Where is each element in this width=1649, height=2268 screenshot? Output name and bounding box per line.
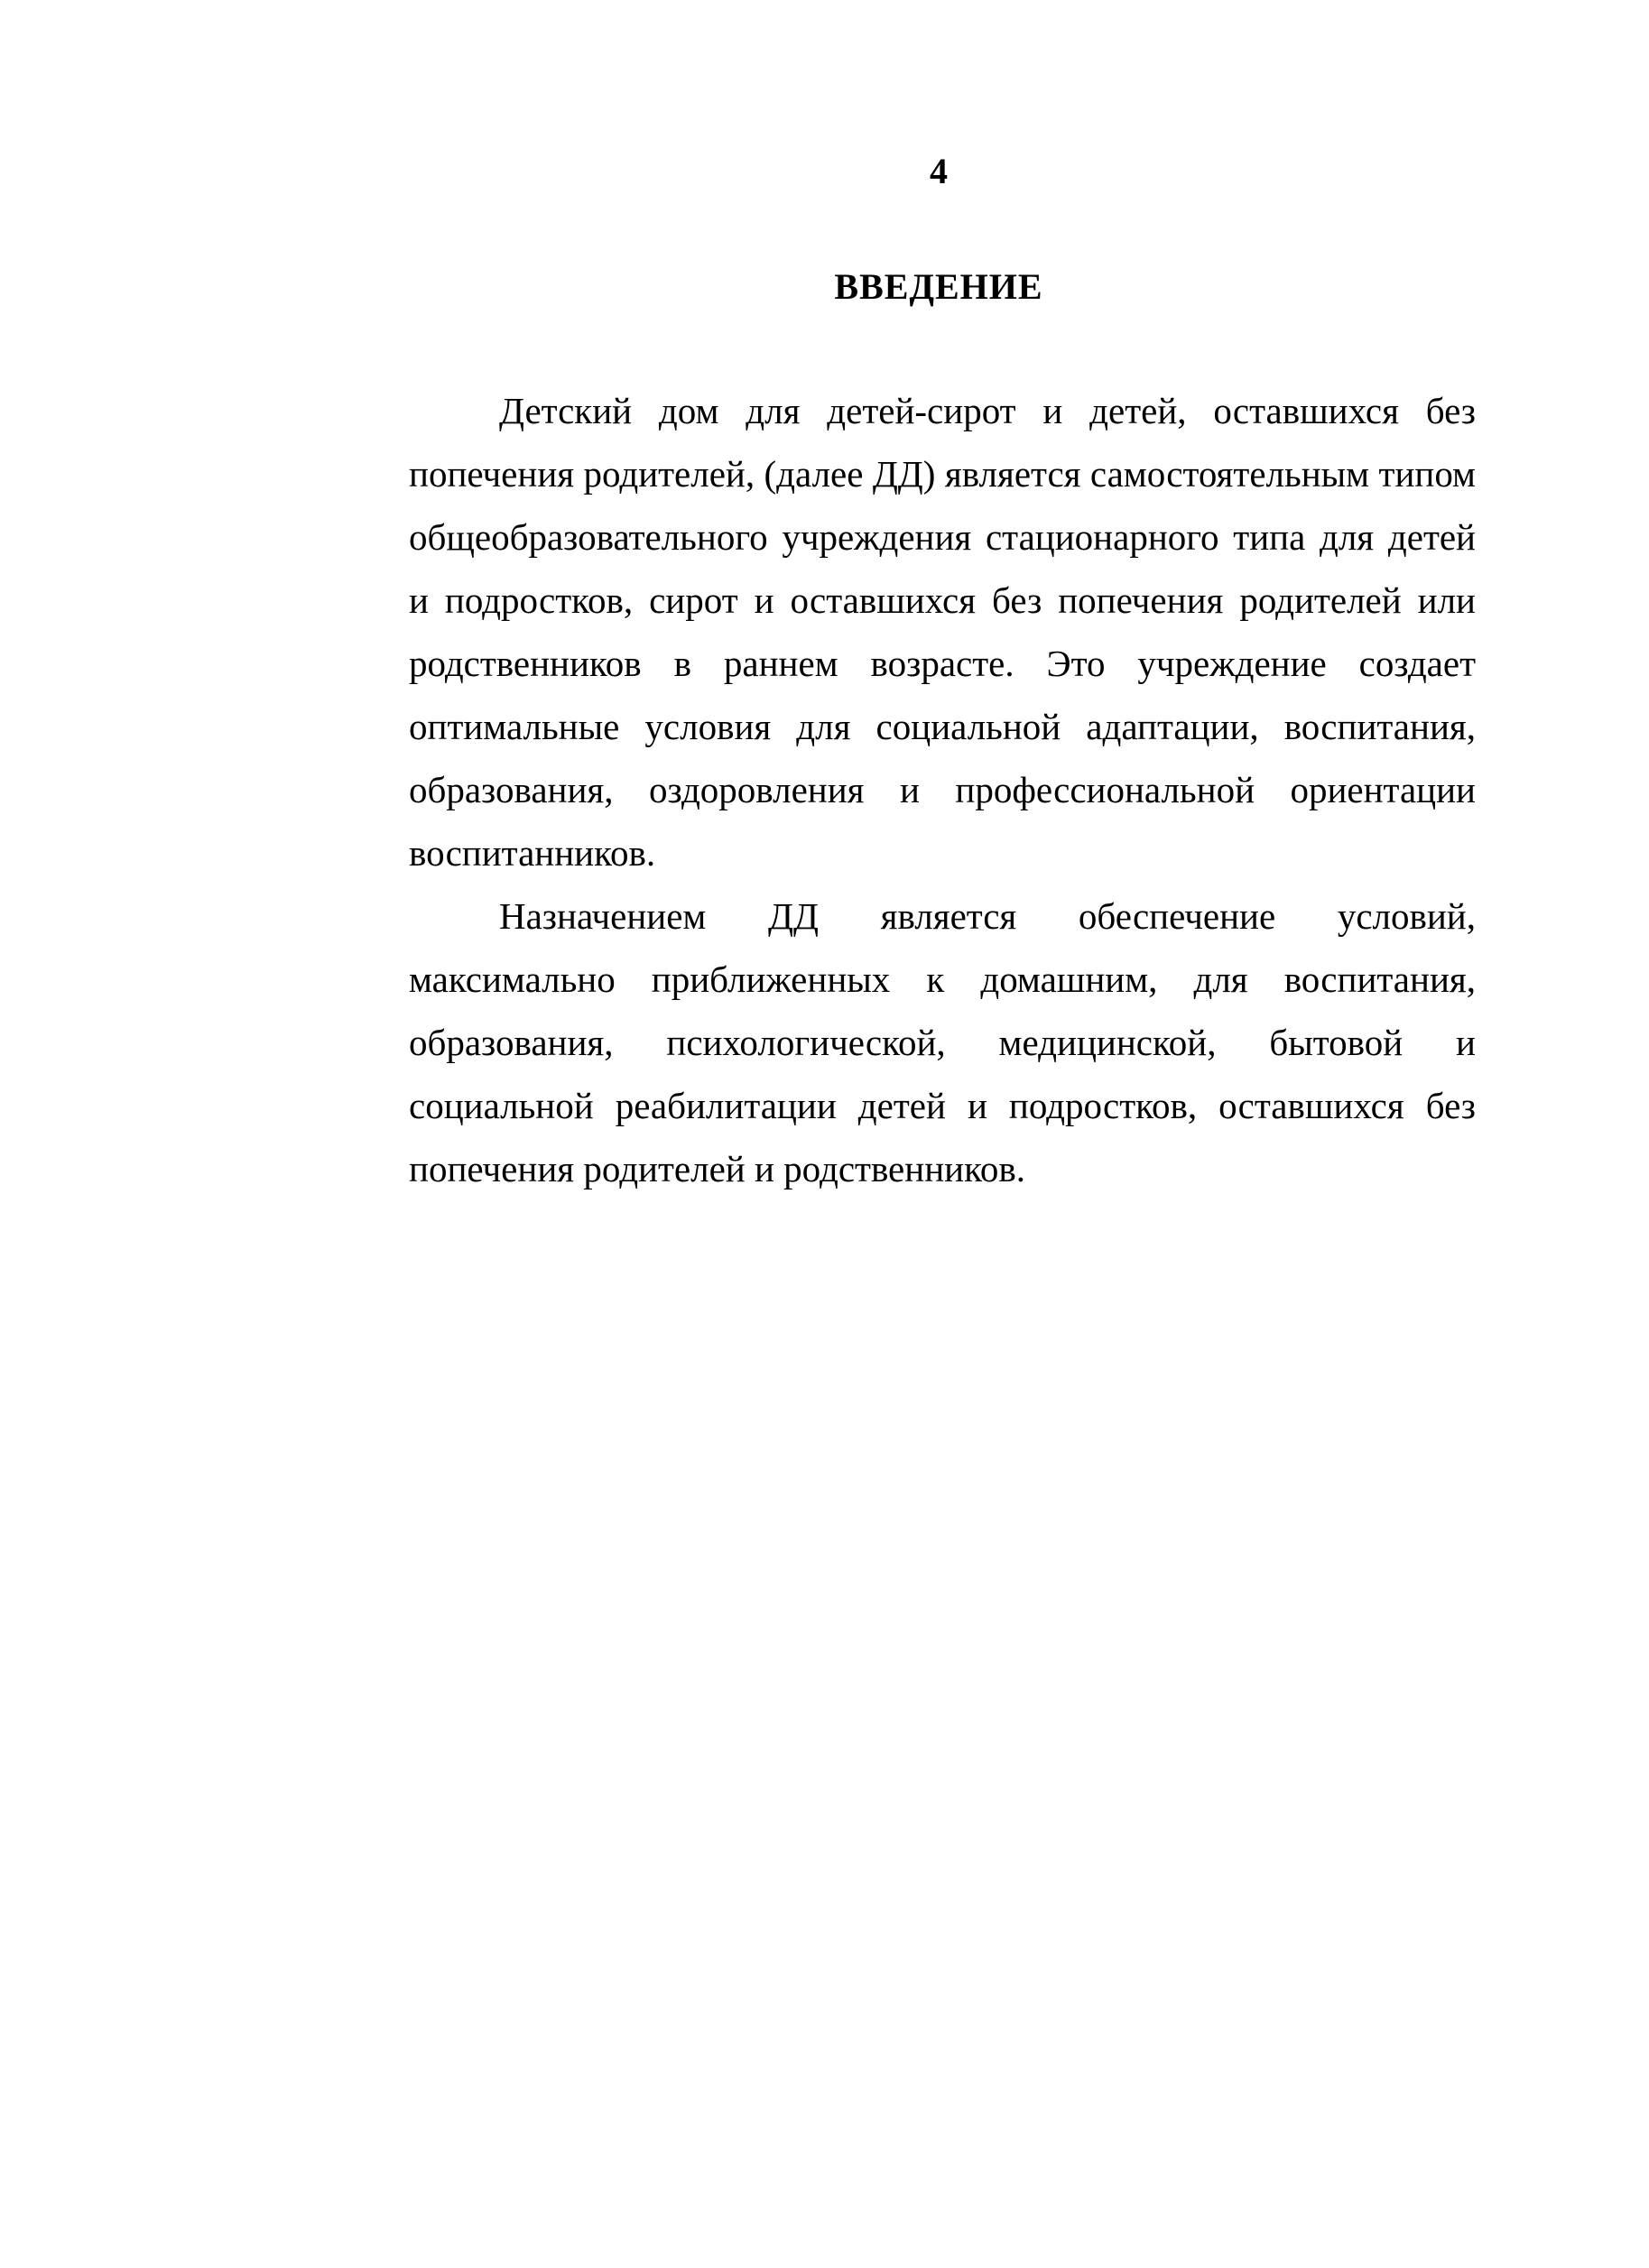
page-number: 4: [930, 151, 948, 191]
body-text: [409, 379, 1476, 1200]
section-title: ВВЕДЕНИЕ: [834, 266, 1043, 307]
paragraph-2: Назначением ДД является обеспечение условий, максимально приближенных к домашним, для воспитания, образования, психологической, медицинской, бытовой и социальной реабилитации детей и подростков, оставшихся без попечения родителей и родственников.: [409, 895, 1476, 1190]
paragraph-1: Детский дом для детей-сирот и детей, оставшихся без попечения родителей, (далее ДД) является самостоятельным типом общеобразовательного учреждения стационарного типа для детей и подростков, сирот и оставшихся без попечения родителей или родственников в раннем возрасте. Это учреждение создает оптимальные условия для социальной адаптации, воспитания, образования, оздоровления и профессиональной ориентации воспитанников.: [409, 390, 1476, 874]
